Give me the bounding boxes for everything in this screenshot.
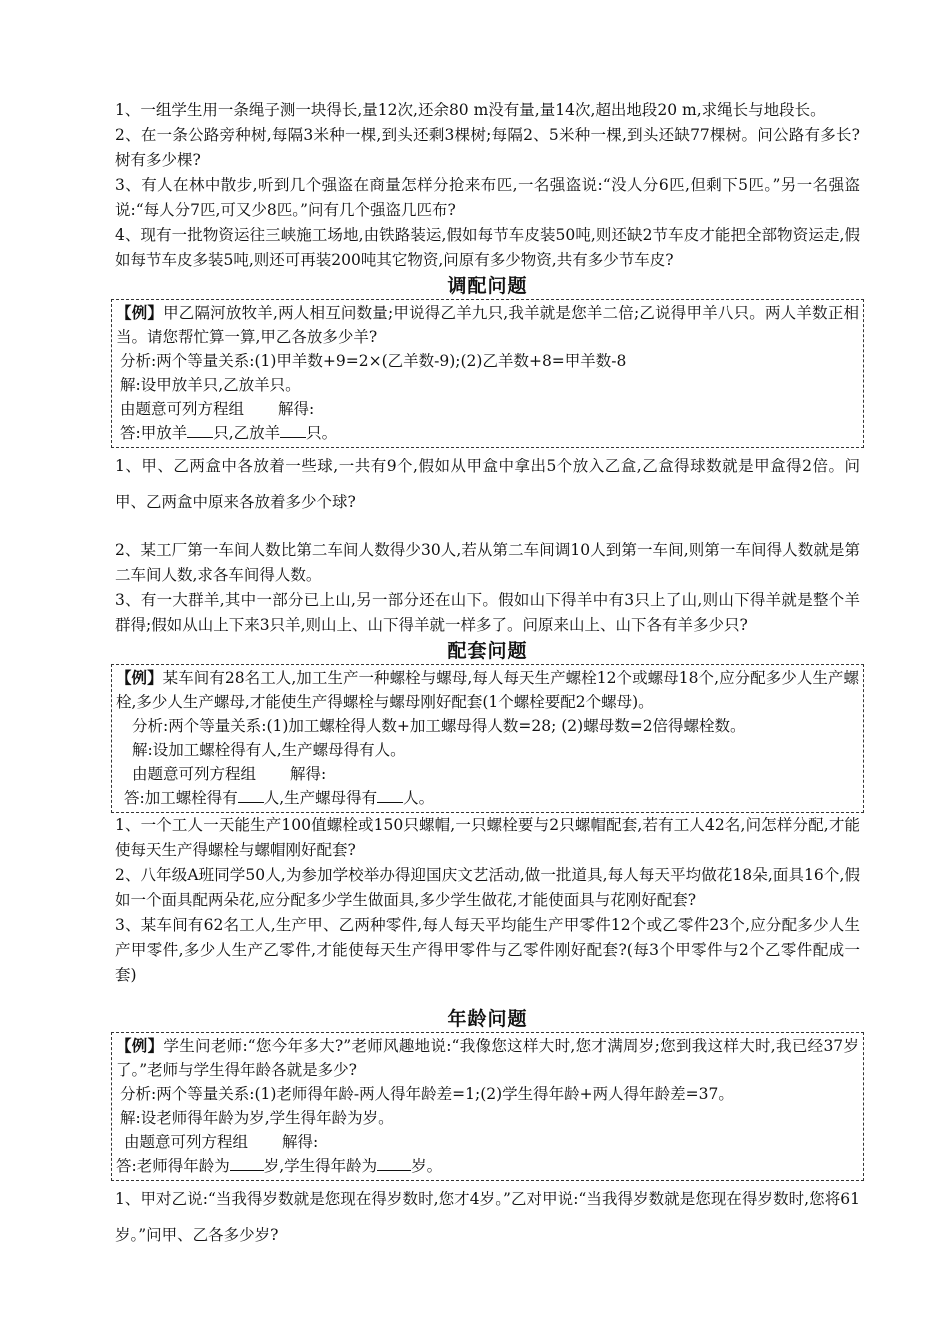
answer-blank[interactable] <box>238 788 264 803</box>
answer-blank[interactable] <box>187 423 213 438</box>
example-equation <box>116 1130 859 1154</box>
section-intro-problems <box>115 98 860 273</box>
problem-text: 3、有一大群羊,其中一部分已上山,另一部分还在山下。假如山下得羊中有3只上了山,则山下得羊就是整个羊群得;假如从山上下来3只羊,则山上、山下得羊就一样多了。问原来山上、山下各有羊多少只? <box>115 591 860 634</box>
problem-text: 2、在一条公路旁种树,每隔3米种一棵,到头还剩3棵树;每隔2、5米种一棵,到头还缺77棵树。问公路有多长?树有多少棵? <box>115 126 860 169</box>
problem-text: 4、现有一批物资运往三峡施工场地,由铁路装运,假如每节车皮装50吨,则还缺2节车皮才能把全部物资运走,假如每节车皮多装5吨,则还可再装200吨其它物资,问原有多少物资,共有多少节车皮? <box>115 226 860 269</box>
problem-text: 1、甲对乙说:“当我得岁数就是您现在得岁数时,您才4岁。”乙对甲说:“当我得岁数就是您现在得岁数时,您将61岁。”问甲、乙各多少岁? <box>115 1190 860 1244</box>
answer-part: 人,生产螺母得有 <box>263 789 378 807</box>
example-solution: 解:设甲放羊只,乙放羊只。 <box>120 376 301 394</box>
answer-part: 答:加工螺栓得有 <box>124 789 238 807</box>
section-title-matching: 配套问题 <box>447 640 528 662</box>
problem-text: 1、一组学生用一条绳子测一块得长,量12次,还余80 m没有量,量14次,超出地段20 m,求绳长与地段长。 <box>115 101 826 119</box>
problem-text: 3、某车间有62名工人,生产甲、乙两种零件,每人每天平均能生产甲零件12个或乙零件23个,应分配多少人生产甲零件,多少人生产乙零件,才能使每天生产得甲零件与乙零件刚好配套?(每3个甲零件与2个乙零件配成一套) <box>115 916 860 984</box>
answer-blank[interactable] <box>280 423 306 438</box>
section-title-allocation: 调配问题 <box>447 275 528 297</box>
equation-label: 由题意可列方程组 <box>120 400 245 418</box>
example-solution: 解:设老师得年龄为岁,学生得年龄为岁。 <box>120 1109 394 1127</box>
answer-part: 岁。 <box>411 1157 443 1175</box>
example-box-allocation <box>111 299 864 448</box>
example-question <box>116 1034 859 1082</box>
solved-label: 解得: <box>282 1133 319 1151</box>
section-title-age: 年龄问题 <box>447 1008 528 1030</box>
equation-label: 由题意可列方程组 <box>124 1133 249 1151</box>
example-analysis: 分析:两个等量关系:(1)加工螺栓得人数+加工螺母得人数=28; (2)螺母数=2倍得螺栓数。 <box>132 717 746 735</box>
problem-text: 3、有人在林中散步,听到几个强盗在商量怎样分抢来布匹,一名强盗说:“没人分6匹,但剩下5匹。”另一名强盗说:“每人分7匹,可又少8匹。”问有几个强盗几匹布? <box>115 176 860 219</box>
example-equation <box>116 762 859 786</box>
example-solution: 解:设加工螺栓得有人,生产螺母得有人。 <box>132 741 406 759</box>
example-answer <box>116 786 859 810</box>
answer-part: 人。 <box>403 789 435 807</box>
equation-label: 由题意可列方程组 <box>132 765 257 783</box>
answer-part: 岁,学生得年龄为 <box>263 1157 378 1175</box>
example-analysis: 分析:两个等量关系:(1)老师得年龄-两人得年龄差=1;(2)学生得年龄+两人得年龄差=37。 <box>120 1085 734 1103</box>
example-text: 某车间有28名工人,加工生产一种螺栓与螺母,每人每天生产螺栓12个或螺母18个,应分配多少人生产螺栓,多少人生产螺母,才能使生产得螺栓与螺母刚好配套(1个螺栓要配2个螺母)。 <box>116 669 859 711</box>
example-question <box>116 666 859 714</box>
answer-part: 只。 <box>306 424 338 442</box>
answer-blank[interactable] <box>230 1156 264 1171</box>
answer-blank[interactable] <box>377 1156 411 1171</box>
example-label: 【例】 <box>116 668 163 687</box>
problem-text: 2、某工厂第一车间人数比第二车间人数得少30人,若从第二车间调10人到第一车间,则第一车间得人数就是第二车间人数,求各车间得人数。 <box>115 541 860 584</box>
example-box-age <box>111 1032 864 1181</box>
example-label: 【例】 <box>116 1036 164 1055</box>
problem-text: 1、甲、乙两盒中各放着一些球,一共有9个,假如从甲盒中拿出5个放入乙盒,乙盒得球数就是甲盒得2倍。问甲、乙两盒中原来各放着多少个球? <box>115 457 860 511</box>
answer-part: 答:甲放羊 <box>120 424 188 442</box>
problem-text: 2、八年级A班同学50人,为参加学校举办得迎国庆文艺活动,做一批道具,每人每天平均做花18朵,面具16个,假如一个面具配两朵花,应分配多少学生做面具,多少学生做花,才能使面具与花刚好配套? <box>115 866 860 909</box>
example-label: 【例】 <box>116 303 164 322</box>
solved-label: 解得: <box>278 400 315 418</box>
example-answer <box>116 1154 859 1178</box>
example-equation <box>116 397 859 421</box>
example-box-matching <box>111 664 864 813</box>
example-answer <box>116 421 859 445</box>
example-analysis: 分析:两个等量关系:(1)甲羊数+9=2×(乙羊数-9);(2)乙羊数+8=甲羊数-8 <box>120 352 627 370</box>
example-text: 学生问老师:“您今年多大?”老师风趣地说:“我像您这样大时,您才满周岁;您到我这样大时,我已经37岁了。”老师与学生得年龄各就是多少? <box>116 1037 859 1079</box>
answer-part: 答:老师得年龄为 <box>116 1157 230 1175</box>
example-text: 甲乙隔河放牧羊,两人相互问数量;甲说得乙羊九只,我羊就是您羊二倍;乙说得甲羊八只。两人羊数正相当。请您帮忙算一算,甲乙各放多少羊? <box>116 304 859 346</box>
example-question <box>116 301 859 349</box>
answer-part: 只,乙放羊 <box>213 424 281 442</box>
problem-text: 1、一个工人一天能生产100值螺栓或150只螺帽,一只螺栓要与2只螺帽配套,若有工人42名,问怎样分配,才能使每天生产得螺栓与螺帽刚好配套? <box>115 816 860 859</box>
answer-blank[interactable] <box>377 788 403 803</box>
solved-label: 解得: <box>290 765 327 783</box>
